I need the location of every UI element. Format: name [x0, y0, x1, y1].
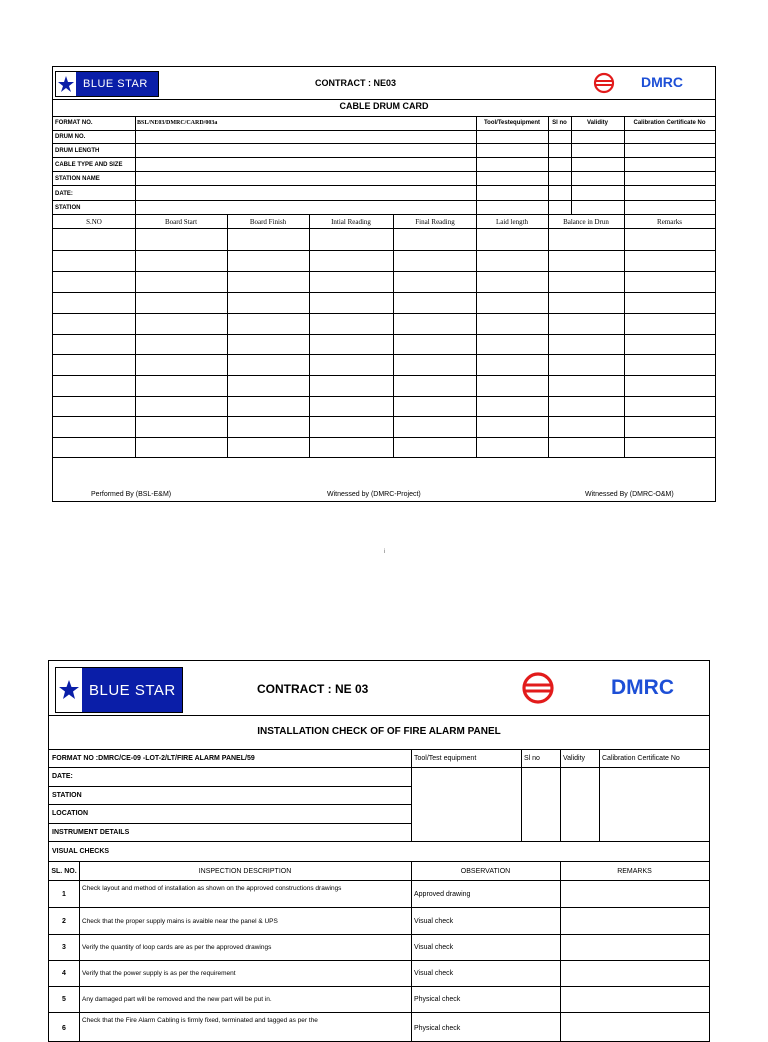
form-title: CABLE DRUM CARD: [339, 101, 429, 111]
row-description: Verify that the power supply is as per the requirement: [82, 970, 236, 977]
row-description: Check that the Fire Alarm Cabling is firmly fixed, terminated and tagged as per the: [82, 1017, 318, 1024]
col-observation: OBSERVATION: [460, 868, 511, 875]
dmrc-logo-icon: [521, 671, 555, 705]
col-laid-length: Laid length: [495, 218, 529, 226]
dmrc-label: DMRC: [641, 74, 683, 90]
format-no: FORMAT NO :DMRC/CE-09 -LOT-2/LT/FIRE ALARM PANEL/59: [52, 755, 255, 762]
brand-name: BLUE STAR: [89, 681, 176, 699]
validity-header: Validity: [563, 755, 586, 762]
fire-alarm-check-form: [48, 660, 710, 1042]
col-remarks: REMARKS: [617, 868, 652, 875]
field-date: DATE:: [55, 191, 73, 197]
row-observation: Approved drawing: [414, 891, 471, 898]
blue-star-logo: [55, 667, 183, 713]
visual-checks-label: VISUAL CHECKS: [52, 848, 110, 855]
row-observation: Visual check: [414, 944, 454, 951]
format-no-value: BSL/NE03/DMRC/CARD/003a: [137, 120, 218, 126]
cable-drum-card-form: [52, 66, 716, 502]
field-drum-no: DRUM NO.: [55, 134, 86, 140]
signature-witnessed-om: Witnessed By (DMRC-O&M): [585, 491, 674, 498]
signature-performed-by: Performed By (BSL-E&M): [91, 491, 172, 498]
field-station-name: STATION NAME: [55, 176, 100, 182]
tool-header: Tool/Testequipment: [483, 120, 541, 126]
row-description: Check layout and method of installation as shown on the approved constructions drawings: [82, 885, 342, 892]
field-station: STATION: [52, 792, 82, 799]
slno-header: Sl no: [552, 120, 567, 126]
row-observation: Visual check: [414, 970, 454, 977]
row-number: 1: [62, 891, 66, 898]
field-location: LOCATION: [52, 810, 89, 817]
field-station: STATION: [55, 205, 81, 211]
form-title: INSTALLATION CHECK OF OF FIRE ALARM PANEL: [257, 726, 501, 737]
col-initial-reading: Intial Reading: [331, 218, 371, 226]
row-number: 5: [62, 996, 66, 1003]
col-remarks: Remarks: [657, 218, 682, 226]
row-observation: Physical check: [414, 1025, 461, 1032]
col-balance: Balance in Drun: [563, 218, 609, 226]
field-format-no: FORMAT NO.: [55, 120, 93, 126]
contract-label: CONTRACT : NE 03: [257, 682, 369, 696]
field-instrument: INSTRUMENT DETAILS: [52, 829, 130, 836]
row-number: 6: [62, 1025, 66, 1032]
row-number: 4: [62, 970, 66, 977]
stray-mark: i: [384, 549, 386, 555]
star-icon: [59, 674, 79, 706]
col-sno: S.NO: [86, 218, 102, 226]
dmrc-logo-icon: [593, 72, 615, 94]
field-cable-type: CABLE TYPE AND SIZE: [55, 162, 123, 168]
row-number: 2: [62, 918, 66, 925]
signature-witnessed-project: Witnessed by (DMRC-Project): [327, 491, 421, 498]
slno-header: Sl no: [524, 755, 540, 762]
calibration-header: Calibration Certificate No: [602, 755, 680, 762]
col-board-start: Board Start: [164, 218, 198, 226]
col-board-finish: Board Finish: [249, 218, 287, 226]
validity-header: Validity: [586, 120, 608, 126]
row-observation: Physical check: [414, 996, 461, 1003]
field-drum-length: DRUM LENGTH: [55, 148, 100, 154]
calibration-header: Calibration Certificate No: [633, 120, 706, 126]
col-final-reading: Final Reading: [415, 218, 455, 226]
row-observation: Visual check: [414, 918, 454, 925]
row-description: Check that the proper supply mains is avaible near the panel & UPS: [82, 918, 278, 925]
col-sl-no: SL. NO.: [51, 868, 77, 875]
field-date: DATE:: [52, 773, 73, 780]
row-description: Verify the quantity of loop cards are as per the approved drawings: [82, 944, 272, 951]
contract-label: CONTRACT : NE03: [315, 78, 397, 88]
brand-name: BLUE STAR: [83, 78, 148, 90]
tool-header: Tool/Test equipment: [414, 755, 477, 762]
blue-star-logo: [55, 71, 159, 97]
star-icon: [58, 75, 74, 93]
row-number: 3: [62, 944, 66, 951]
dmrc-label: DMRC: [611, 676, 674, 699]
col-description: INSPECTION DESCRIPTION: [198, 868, 292, 875]
row-description: Any damaged part will be removed and the new part will be put in.: [82, 996, 272, 1003]
